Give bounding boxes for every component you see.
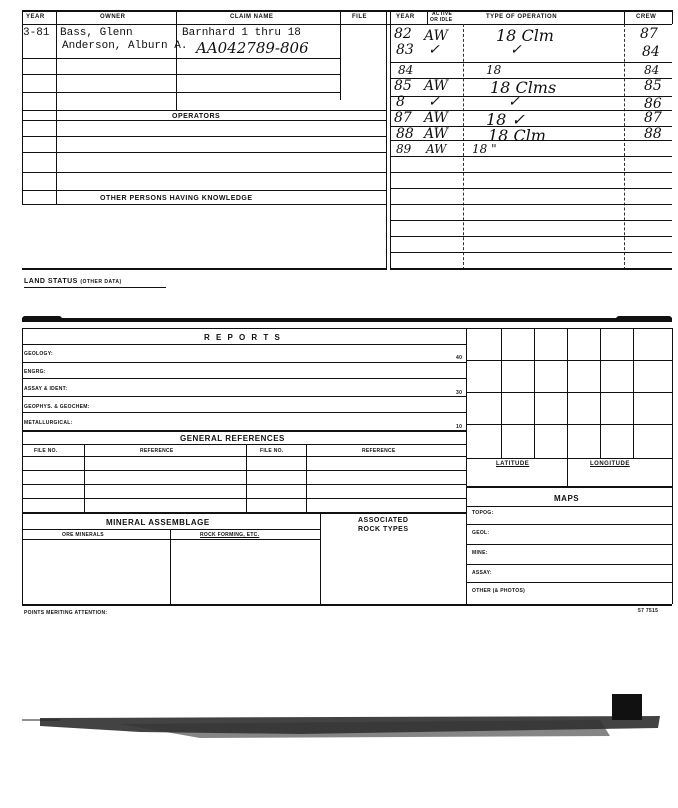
- form-number: 57 7515: [638, 608, 659, 614]
- log-year: 85: [394, 78, 412, 94]
- report-number: 40: [456, 355, 463, 361]
- report-label-geology: GEOLOGY:: [24, 351, 53, 357]
- associated-label: ASSOCIATED: [358, 517, 409, 524]
- log-year: 89: [396, 142, 412, 156]
- ref-header-file-no: FILE NO.: [34, 448, 58, 454]
- log-active: ✓: [428, 42, 440, 58]
- log-active: AW: [424, 126, 448, 142]
- log-crew: 84: [644, 63, 660, 77]
- ref-header-reference: REFERENCE: [140, 448, 174, 454]
- header-crew: CREW: [636, 14, 657, 20]
- log-crew: 87: [644, 110, 662, 126]
- entry-year: 3-81: [23, 27, 50, 39]
- header-owner: OWNER: [100, 14, 126, 20]
- log-operation: ✓: [508, 94, 520, 110]
- log-active: AW: [426, 142, 447, 156]
- log-active: AW: [424, 110, 448, 126]
- entry-owner-1: Bass, Glenn: [60, 27, 133, 39]
- header-type-of-operation: TYPE OF OPERATION: [486, 14, 558, 20]
- reports-title: R E P O R T S: [204, 333, 282, 342]
- report-number: 10: [456, 424, 463, 430]
- ref-header-file-no-2: FILE NO.: [260, 448, 284, 454]
- log-active: AW: [424, 78, 448, 94]
- log-operation: 18 ✓: [486, 110, 525, 129]
- report-label-geophys: GEOPHYS. & GEOCHEM:: [24, 404, 90, 410]
- log-operation: 18 ": [472, 142, 497, 156]
- header-active: ACTIVE: [432, 11, 453, 17]
- map-row-mine: MINE:: [472, 550, 488, 556]
- report-label-assay: ASSAY & IDENT:: [24, 386, 68, 392]
- log-operation: 18 Clm: [488, 126, 546, 145]
- land-status-label: LAND STATUS (OTHER DATA): [24, 278, 122, 285]
- log-year: 82: [394, 26, 412, 42]
- header-claim-name: CLAIM NAME: [230, 14, 274, 20]
- map-row-topog: TOPOG:: [472, 510, 494, 516]
- entry-claim-name: Barnhard 1 thru 18: [182, 27, 301, 39]
- log-crew: 87: [640, 26, 658, 42]
- log-year: 8: [396, 94, 405, 110]
- log-crew: 86: [644, 96, 662, 112]
- general-references-title: GENERAL REFERENCES: [180, 434, 285, 443]
- entry-owner-2: Anderson, Alburn A.: [62, 40, 188, 52]
- log-year: 88: [396, 126, 414, 142]
- map-row-geol: GEOL:: [472, 530, 490, 536]
- ref-header-reference-2: REFERENCE: [362, 448, 396, 454]
- points-meriting-attention: POINTS MERITING ATTENTION:: [24, 610, 108, 616]
- log-crew: 84: [642, 44, 660, 60]
- latitude-label: LATITUDE: [496, 461, 530, 467]
- header-year-2: YEAR: [396, 14, 415, 20]
- log-year: 84: [398, 63, 414, 77]
- header-file: FILE: [352, 14, 367, 20]
- header-or-idle: OR IDLE: [430, 17, 453, 23]
- log-year: 87: [394, 110, 412, 126]
- ore-minerals-header: ORE MINERALS: [62, 532, 104, 538]
- log-active: AW: [424, 28, 448, 44]
- header-year: YEAR: [26, 14, 45, 20]
- scan-noise: [0, 690, 678, 770]
- mineral-assemblage-title: MINERAL ASSEMBLAGE: [106, 518, 210, 527]
- report-label-engineering: ENGRG:: [24, 369, 46, 375]
- map-row-other: OTHER (& PHOTOS): [472, 588, 526, 594]
- longitude-label: LONGITUDE: [590, 461, 630, 467]
- operators-label: OPERATORS: [172, 113, 221, 120]
- log-operation: 18 Clm: [496, 26, 554, 45]
- map-row-assay: ASSAY:: [472, 570, 492, 576]
- entry-claim-code: AA042789-806: [196, 39, 309, 57]
- log-operation: 18 Clms: [490, 78, 557, 97]
- log-crew: 88: [644, 126, 662, 142]
- log-crew: 85: [644, 78, 662, 94]
- knowledge-label: OTHER PERSONS HAVING KNOWLEDGE: [100, 195, 253, 202]
- rock-types-label: ROCK TYPES: [358, 526, 409, 533]
- log-operation: ✓: [510, 42, 522, 58]
- report-label-metallurgical: METALLURGICAL:: [24, 420, 73, 426]
- rock-forming-header: ROCK FORMING, ETC.: [200, 532, 260, 538]
- log-active: ✓: [428, 94, 440, 110]
- report-number: 30: [456, 390, 463, 396]
- log-operation: 18: [486, 63, 502, 77]
- log-year: 83: [396, 42, 414, 58]
- maps-title: MAPS: [554, 494, 580, 503]
